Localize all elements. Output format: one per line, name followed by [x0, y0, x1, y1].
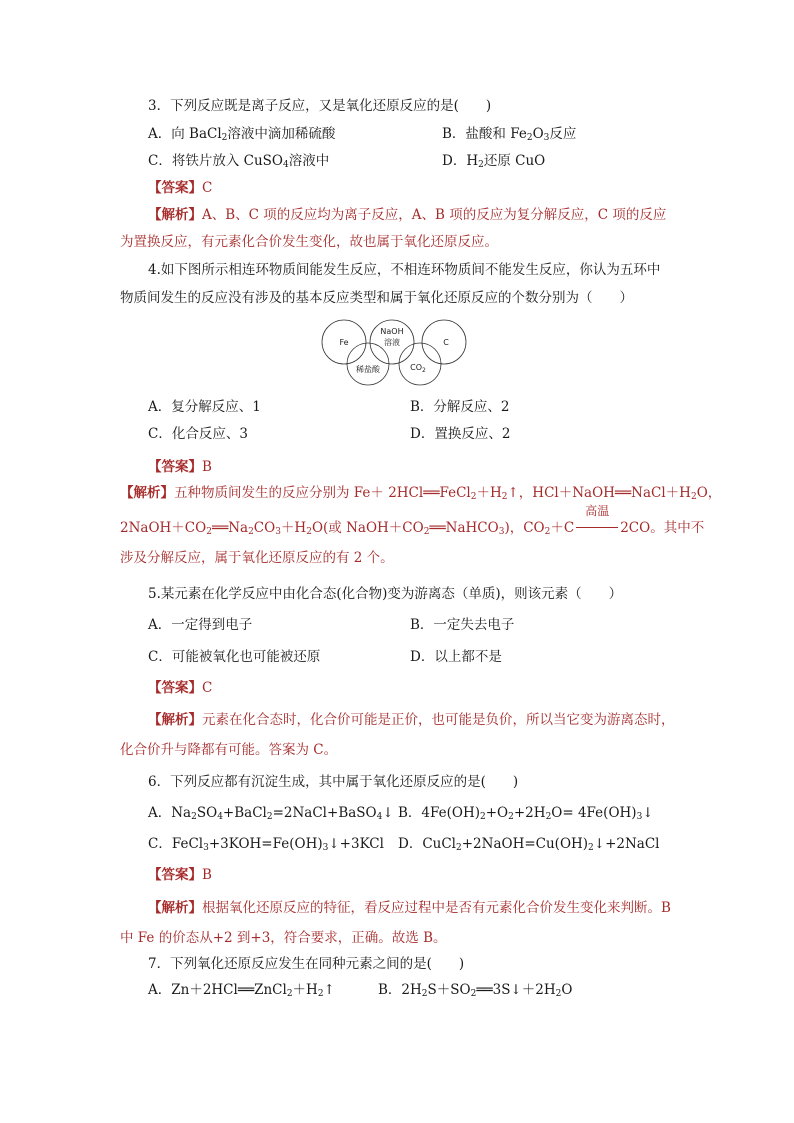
five-ring-diagram [318, 318, 470, 388]
q7-option-b: B．$2H_2S+SO_2══3S↓+2H_2O$ [378, 982, 573, 999]
q3-option-d: D．$H_2$还原 CuO [442, 153, 546, 170]
q5-stem: 5.某元素在化学反应中由化合态(化合物)变为游离态（单质)，则该元素（ ） [148, 586, 623, 602]
q6-analysis-line-2: 中 Fe 的价态从+2 到+3，符合要求，正确。故选 B。 [120, 930, 447, 946]
q6-answer: 【答案】B [148, 867, 212, 883]
reaction-condition: 高温 [574, 518, 620, 538]
label-co2: $CO_2$ [410, 363, 426, 374]
q5-analysis-line-2: 化合价升与降都有可能。答案为 C。 [120, 742, 338, 758]
label-fe: Fe [339, 338, 349, 347]
q6-option-a: A．$Na_2SO_4+BaCl_2=2NaCl+BaSO_4↓$ [148, 805, 394, 822]
q5-option-b: B．一定失去电子 [410, 617, 515, 633]
ring-acid [347, 343, 389, 385]
q5-option-a: A．一定得到电子 [148, 617, 253, 633]
q3-option-b: B．盐酸和 $Fe_2O_3$反应 [442, 126, 577, 143]
label-dilute-hcl: 稀盐酸 [356, 365, 380, 374]
q4-option-c: C．化合反应、3 [148, 426, 248, 442]
q7-stem: 7．下列氧化还原反应发生在同种元素之间的是( ) [148, 956, 465, 972]
q6-option-d: D．$CuCl_2+2NaOH=Cu(OH)_2↓+2NaCl$ [398, 836, 660, 853]
q6-option-c: C．$FeCl_3+3KOH=Fe(OH)_3↓+3KCl$ [148, 836, 384, 853]
q3-option-a: A．向 BaCl$_2$溶液中滴加稀硫酸 [148, 126, 336, 143]
q3-option-c: C．将铁片放入 CuSO$_4$溶液中 [148, 153, 330, 170]
q3-answer: 【答案】C [148, 180, 213, 196]
q5-option-c: C．可能被氧化也可能被还原 [148, 649, 321, 665]
q4-option-a: A．复分解反应、1 [148, 399, 261, 415]
q4-analysis-line-2: $2NaOH+CO_2══Na_2CO_3+H_2O$(或 $NaOH+CO_2══NaHCO_3$)，$CO_2+C$ 高温 2CO。其中不 [120, 504, 705, 537]
q4-analysis-line-1: 【解析】五种物质间发生的反应分别为 $Fe+ 2HCl══FeCl_2+H_2↑$，$HCl+NaOH══NaCl+H_2O$， [120, 485, 722, 502]
q3-analysis-line-2: 为置换反应，有元素化合价发生变化，故也属于氧化还原反应。 [120, 234, 498, 250]
q4-answer: 【答案】B [148, 459, 212, 475]
q5-analysis-line-1: 【解析】元素在化合态时，化合价可能是正价，也可能是负价，所以当它变为游离态时， [148, 712, 675, 728]
five-ring-svg [318, 318, 470, 388]
label-solution: 溶液 [384, 338, 400, 347]
q6-stem: 6．下列反应都有沉淀生成，其中属于氧化还原反应的是( ) [148, 774, 519, 790]
q6-option-b: B．$4Fe(OH)_2+O_2+2H_2O=$ $4Fe(OH)_3↓$ [398, 805, 654, 822]
q4-option-d: D．置换反应、2 [410, 426, 511, 442]
q4-option-b: B．分解反应、2 [410, 399, 510, 415]
label-c: C [443, 338, 449, 347]
q5-option-d: D．以上都不是 [410, 649, 502, 665]
label-naoh: NaOH [380, 327, 404, 336]
q6-analysis-line-1: 【解析】根据氧化还原反应的特征，看反应过程中是否有元素化合价发生变化来判断。B [148, 900, 671, 916]
q7-option-a: A．$Zn+2HCl══ZnCl_2+H_2↑$ [148, 982, 335, 999]
q4-stem-line-1: 4.如下图所示相连环物质间能发生反应，不相连环物质间不能发生反应，你认为五环中 [148, 262, 661, 278]
q3-analysis-line-1: 【解析】A、B、C 项的反应均为离子反应，A、B 项的反应为复分解反应，C 项的反应 [148, 207, 667, 223]
q4-stem-line-2: 物质间发生的反应没有涉及的基本反应类型和属于氧化还原反应的个数分别为（ ） [120, 290, 633, 306]
q4-analysis-line-3: 涉及分解反应，属于氧化还原反应的有 2 个。 [120, 550, 394, 566]
q5-answer: 【答案】C [148, 680, 213, 696]
q3-stem: 3．下列反应既是离子反应，又是氧化还原反应的是( ) [148, 98, 492, 114]
